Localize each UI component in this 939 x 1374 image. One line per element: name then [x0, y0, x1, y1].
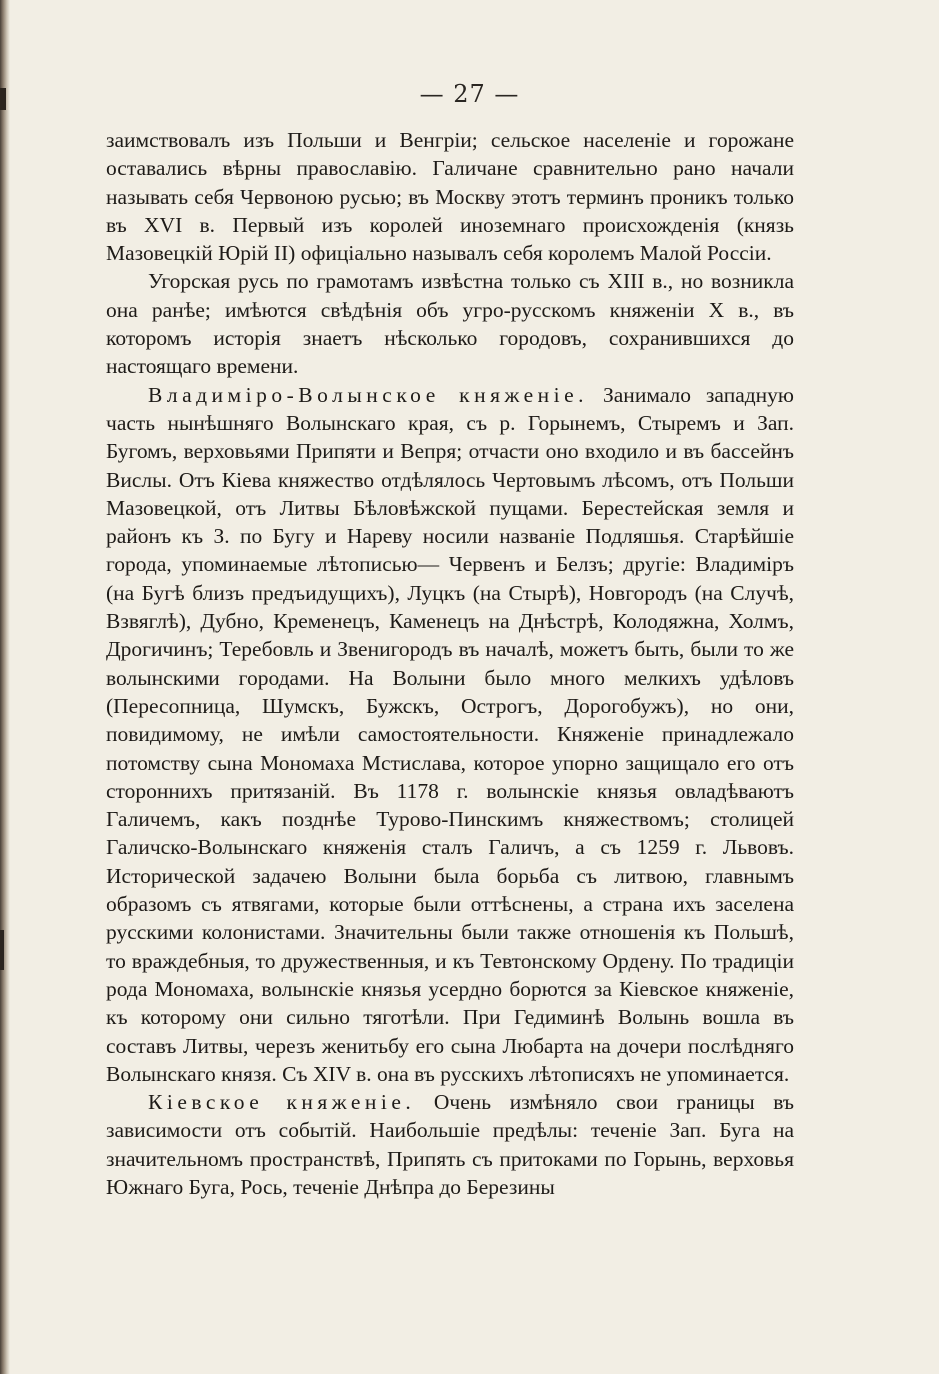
paragraph-text: Занимало западную часть нынѣшняго Волынскаго края, съ р. Горынемъ, Стыремъ и Зап. Бугомъ, верховьями Припяти и Вепря; отчасти оно входило и въ бассейнъ Вислы. Отъ Кіева княжество отдѣлялось Чертовымъ лѣсомъ, отъ Польши Мазовецкой, отъ Литвы Бѣловѣжской пущами. Берестейская земля и районъ къ З. по Бугу и Нареву носили названіе Подляшья. Старѣйшіе города, упоминаемые лѣтописью— Червенъ и Белзъ; другіе: Владиміръ (на Бугѣ близъ предъидущихъ), Луцкъ (на Стырѣ), Новгородъ (на Случѣ, Взвяглѣ), Дубно, Кременецъ, Каменецъ на Днѣстрѣ, Колодяжна, Холмъ, Дрогичинъ; Теребовль и Звенигородъ въ началѣ, можетъ быть, были то же волынскими городами. На Волыни было много мелкихъ удѣловъ (Пересопница, Шумскъ, Бужскъ, Острогъ, Дорогобужъ), но они, повидимому, не имѣли самостоятельности. Княженіе принадлежало потомству сына Мономаха Мстислава, которое упорно защищало его отъ стороннихъ притязаній. Въ 1178 г. волынскіе князья овладѣваютъ Галичемъ, какъ позднѣе Турово-Пинскимъ княжествомъ; столицей Галичско-Волынскаго княженія сталъ Галичъ, а съ 1259 г. Львовъ. Исторической задачею Волыни была борьба съ литвою, главнымъ образомъ съ ятвягами, которые были оттѣснены, а страна ихъ заселена русскими колонистами. Значительны были также отношенія къ Польшѣ, то враждебныя, то дружественныя, и къ Тевтонскому Ордену. По традиціи рода Мономаха, волынскіе князья усердно борются за Кіевское княженіе, къ которому они сильно тяготѣли. При Гедиминѣ Волынь вошла въ составъ Литвы, черезъ женитьбу его сына Любарта на дочери послѣдняго Волынскаго князя. Съ XIV в. она въ русскихъ лѣтописяхъ не упоминается. [106, 382, 794, 1086]
section-heading: Владиміро-Волынское княженіе. [148, 382, 589, 407]
body-text [106, 126, 794, 1201]
paragraph [106, 1088, 794, 1201]
section-heading: Кіевское княженіе. [148, 1090, 416, 1115]
edge-mark [0, 930, 4, 970]
paragraph-text: Угорская русь по грамотамъ извѣстна только съ XIII в., но возникла она ранѣе; имѣются свѣдѣнія объ угро-русскомъ княженіи X в., въ которомъ исторія знаетъ нѣсколько городовъ, сохранившихся до настоящаго времени. [106, 269, 794, 379]
paragraph [106, 126, 794, 267]
binding-edge [0, 0, 10, 1374]
paragraph-text: заимствовалъ изъ Польши и Венгріи; сельское населеніе и горожане оставались вѣрны православію. Галичане сравнительно рано начали называть себя Червоною русью; въ Москву этотъ терминъ проникъ только въ XVI в. Первый изъ королей иноземнаго происхожденія (князь Мазовецкій Юрій II) офиціально называлъ себя королемъ Малой Россіи. [106, 128, 794, 266]
page-number: — 27 — [419, 80, 520, 108]
paragraph [106, 381, 794, 1088]
paragraph-text: Очень измѣняло свои границы въ зависимости отъ событій. Наибольшіе предѣлы: теченіе Зап. Буга на значительномъ пространствѣ, Припять съ притоками по Горынь, верховья Южнаго Буга, Рось, теченіе Днѣпра до Березины [106, 1090, 794, 1199]
paragraph [106, 267, 794, 380]
